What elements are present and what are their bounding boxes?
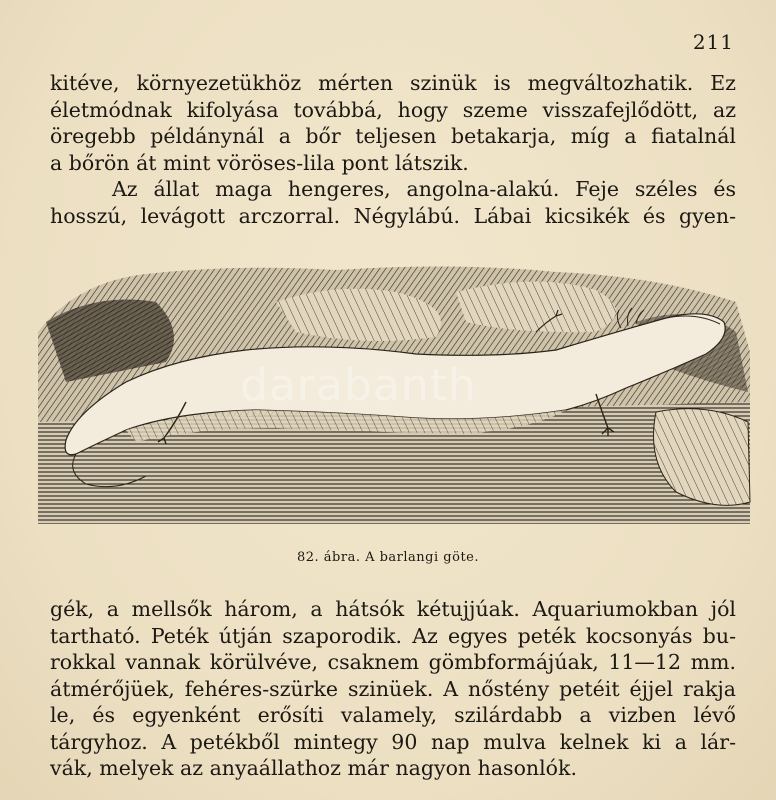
text-line: Az állat maga hengeres, angolna-alakú. Feje széles és (112, 177, 736, 201)
text-line: kitéve, környezetükhöz mérten szinük is megváltozhatik. Ez (50, 71, 736, 95)
text-line: átmérőjüek, fehéres-szürke szinüek. A nőstény petéit éjjel rakja (50, 676, 736, 701)
text-line: rokkal vannak körülvéve, csaknem gömbformájúak, 11—12 mm. (50, 650, 736, 674)
water-depth (38, 452, 750, 524)
text-line: le, és egyenként erősíti valamely, szilárdabb a vizben lévő (50, 703, 736, 727)
paragraph-top (50, 70, 736, 229)
paragraph-bottom (50, 596, 736, 782)
text-line: vák, melyek az anyaállathoz már nagyon hasonlók. (50, 756, 577, 780)
text-line: életmódnak kifolyása továbbá, hogy szeme visszafejlődött, az (50, 97, 736, 122)
text-line: tárgyhoz. A petékből mintegy 90 nap mulva kelnek ki a lár- (50, 729, 736, 754)
text-line: tartható. Peték útján szaporodik. Az egyes peték kocsonyás bu- (50, 623, 736, 648)
text-line: öregebb példánynál a bőr teljesen betakarja, míg a fiatalnál (50, 124, 736, 148)
watermark: darabanth (240, 360, 477, 411)
figure-caption: 82. ábra. A barlangi göte. (296, 550, 479, 565)
text-line: hosszú, levágott arczorral. Négylábú. Lábai kicsikék és gyen- (50, 203, 736, 228)
rock-highlight (456, 281, 616, 332)
text-line: a bőrön át mint vöröses-lila pont látszik. (50, 150, 469, 175)
page-number: 211 (692, 30, 734, 54)
text-line: gék, a mellsők három, a hátsók kétujjúak. Aquariumokban jól (50, 597, 736, 621)
